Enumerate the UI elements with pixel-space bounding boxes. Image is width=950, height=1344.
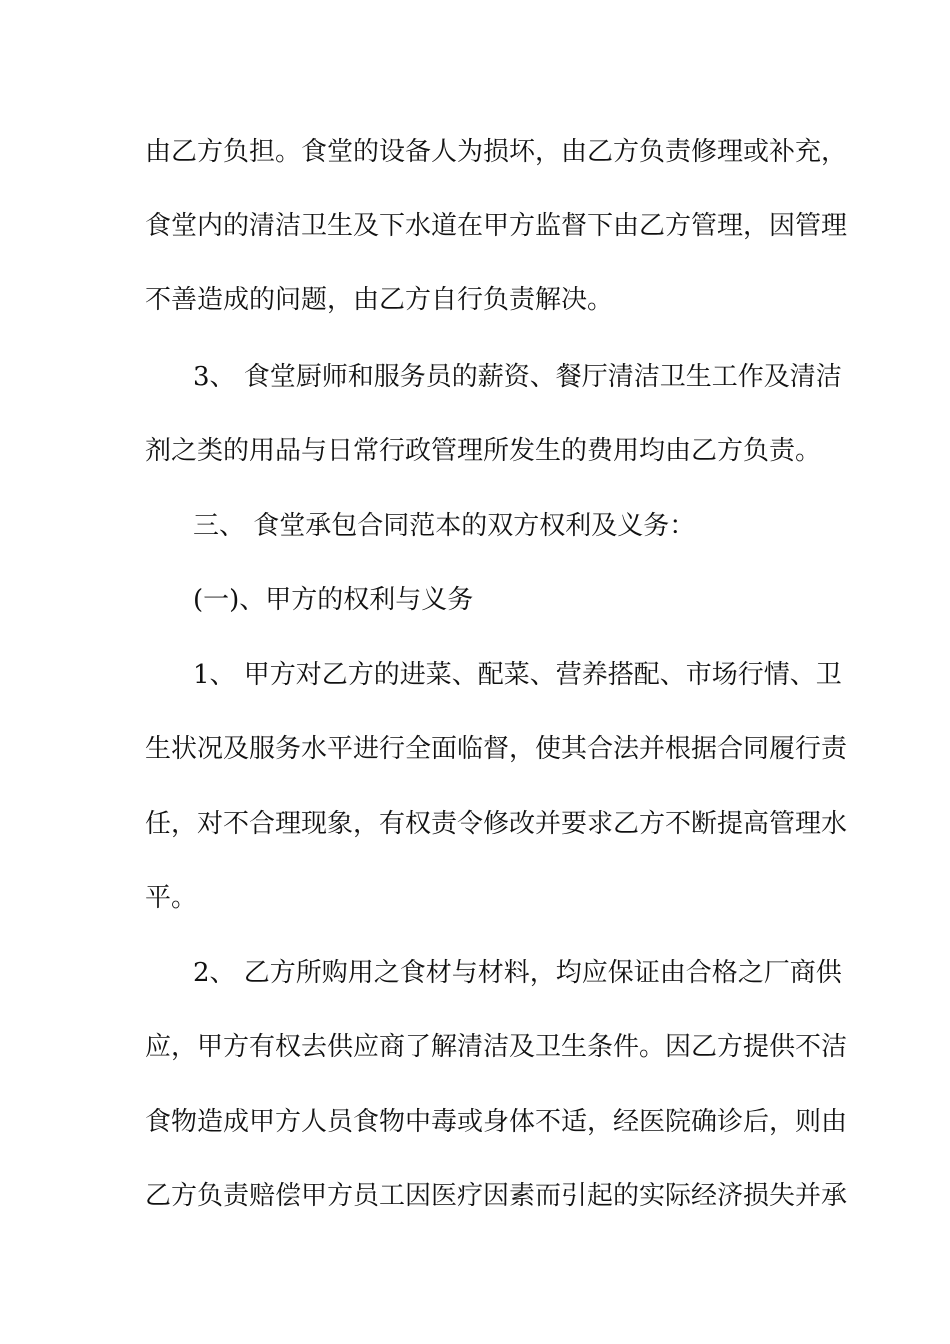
text-line: 剂之类的用品与日常行政管理所发生的费用均由乙方负责。 xyxy=(145,436,822,466)
subsection-heading: (一)、甲方的权利与义务 xyxy=(193,585,474,615)
section-heading: 三、 食堂承包合同范本的双方权利及义务： xyxy=(193,511,696,541)
text-line: 食堂内的清洁卫生及下水道在甲方监督下由乙方管理，因管理 xyxy=(145,211,848,241)
text-line: 生状况及服务水平进行全面临督，使其合法并根据合同履行责 xyxy=(145,734,848,764)
text-line: 2、 乙方所购用之食材与材料，均应保证由合格之厂商供 xyxy=(193,958,842,988)
text-line: 1、 甲方对乙方的进菜、配菜、营养搭配、市场行情、卫 xyxy=(193,660,842,690)
text-line: 由乙方负担。食堂的设备人为损坏，由乙方负责修理或补充， xyxy=(145,137,848,167)
text-line: 不善造成的问题，由乙方自行负责解决。 xyxy=(145,285,614,315)
text-line: 平。 xyxy=(145,883,198,913)
text-line: 3、 食堂厨师和服务员的薪资、餐厅清洁卫生工作及清洁 xyxy=(193,362,842,392)
text-line: 食物造成甲方人员食物中毒或身体不适，经医院确诊后，则由 xyxy=(145,1107,848,1137)
text-line: 应，甲方有权去供应商了解清洁及卫生条件。因乙方提供不洁 xyxy=(145,1032,848,1062)
text-line: 任，对不合理现象，有权责令修改并要求乙方不断提高管理水 xyxy=(145,809,848,839)
text-line: 乙方负责赔偿甲方员工因医疗因素而引起的实际经济损失并承 xyxy=(145,1181,848,1211)
